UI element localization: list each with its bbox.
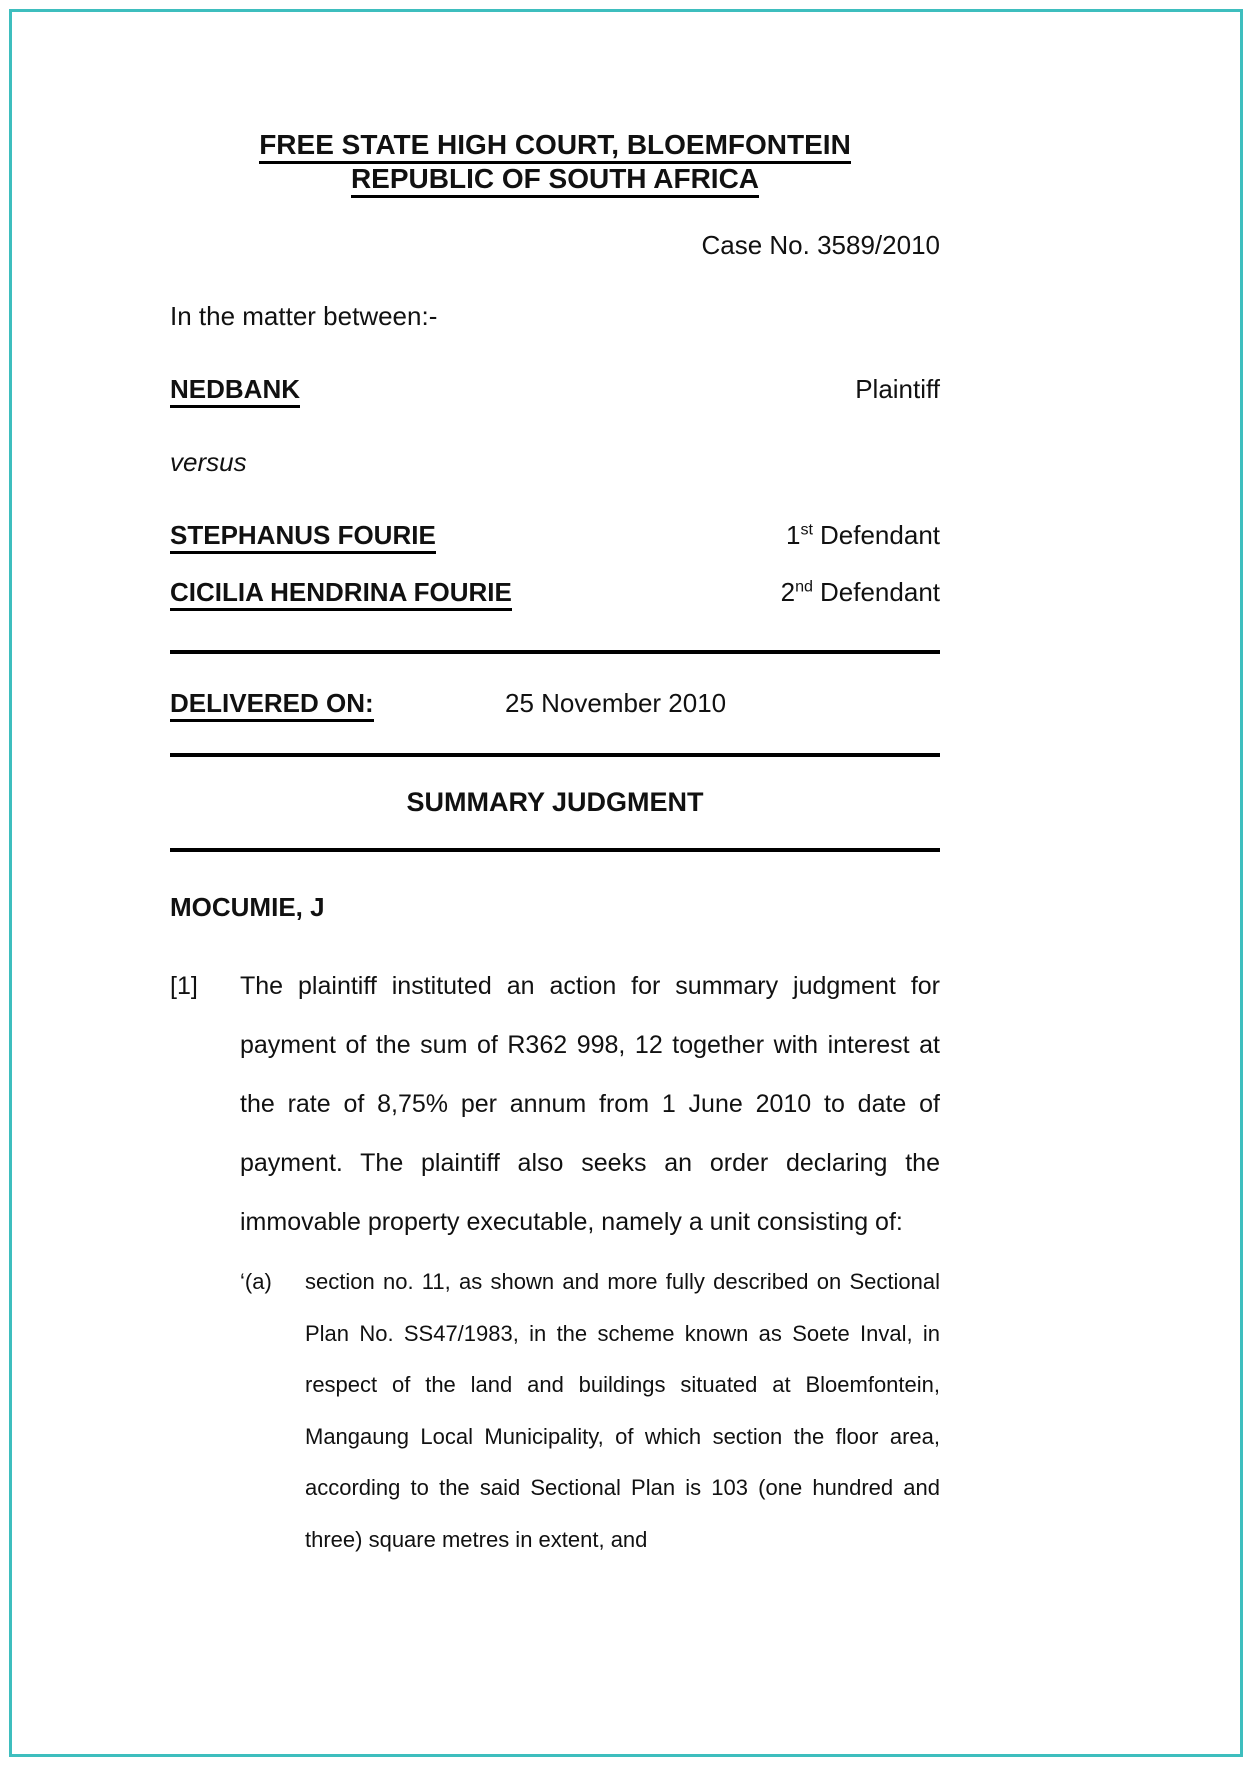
- defendant2-role-label: Defendant: [820, 577, 940, 608]
- case-number: Case No. 3589/2010: [701, 230, 940, 261]
- divider: [170, 650, 940, 654]
- country-line: [170, 162, 940, 196]
- plaintiff-role: Plaintiff: [855, 374, 940, 405]
- country-name: REPUBLIC OF SOUTH AFRICA: [351, 163, 759, 198]
- court-name: FREE STATE HIGH COURT, BLOEMFONTEIN: [259, 129, 851, 164]
- court-name-line: [170, 128, 940, 162]
- defendant2-row: [170, 577, 940, 608]
- subparagraph-a-text: section no. 11, as shown and more fully described on Sectional Plan No. SS47/1983, in the scheme known as Soete Inval, in respect of the land and buildings situated at Bloemfontein, Mangaung Local Municipality, of which section the floor area, according to the said Sectional Plan is 103 (one hundred and three) square metres in extent, and: [305, 1269, 940, 1552]
- defendant1-role: [786, 520, 940, 551]
- defendant1-role-label: Defendant: [820, 520, 940, 551]
- subparagraph-a: [240, 1256, 940, 1565]
- subparagraph-a-label: ‘(a): [240, 1269, 272, 1295]
- defendant1-number: 1: [786, 520, 801, 551]
- divider: [170, 848, 940, 852]
- court-header: [170, 128, 940, 196]
- defendant2-role: [781, 577, 940, 608]
- delivered-label: DELIVERED ON:: [170, 688, 374, 722]
- versus-line: versus: [170, 447, 247, 478]
- matter-between-line: In the matter between:-: [170, 301, 438, 332]
- document-title: SUMMARY JUDGMENT: [406, 787, 704, 818]
- paragraph-1: [170, 957, 940, 1252]
- judge-name: MOCUMIE, J: [170, 892, 325, 923]
- defendant1-ordinal: st: [800, 520, 814, 539]
- defendant1-row: [170, 520, 940, 551]
- paragraph-1-text: The plaintiff instituted an action for summary judgment for payment of the sum of R362 998, 12 together with interest at the rate of 8,75% per annum from 1 June 2010 to date of payment. The plaintiff also seeks an order declaring the immovable property executable, namely a unit consisting of:: [240, 972, 940, 1237]
- defendant1-name: STEPHANUS FOURIE: [170, 520, 436, 554]
- paragraph-1-number: [1]: [170, 972, 198, 1001]
- delivered-date: 25 November 2010: [505, 688, 727, 719]
- divider: [170, 753, 940, 757]
- delivered-row: [170, 688, 940, 719]
- plaintiff-row: [170, 374, 940, 405]
- defendant2-name: CICILIA HENDRINA FOURIE: [170, 577, 512, 611]
- defendant2-ordinal: nd: [795, 577, 814, 596]
- defendant2-number: 2: [780, 577, 796, 608]
- plaintiff-name: NEDBANK: [170, 374, 300, 408]
